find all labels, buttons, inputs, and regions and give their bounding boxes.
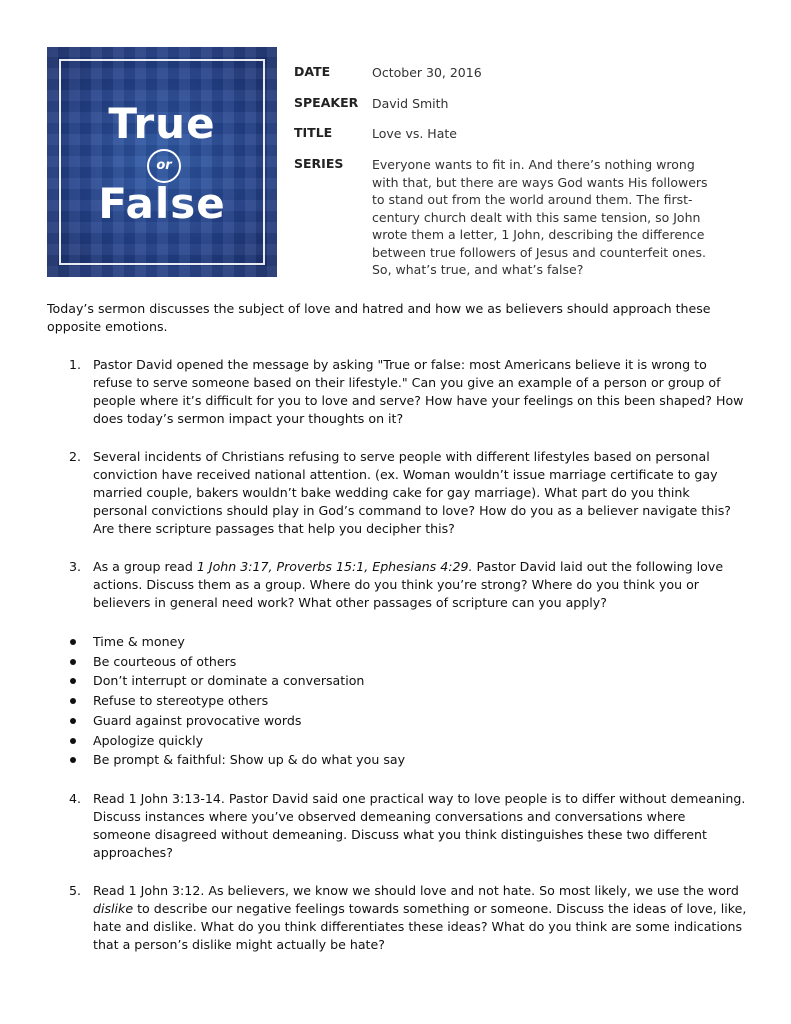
discussion-body	[47, 300, 747, 974]
date-value: October 30, 2016	[372, 65, 482, 80]
question-number: 3.	[69, 559, 82, 574]
question-text-lead: Read 1 John 3:12. As believers, we know we should love and not hate. So most likely, we use the word	[93, 882, 739, 898]
bullet-icon	[70, 678, 76, 684]
list-item-text: Refuse to stereotype others	[93, 693, 269, 709]
question-2	[47, 448, 747, 538]
question-number: 5.	[69, 882, 82, 898]
title-label: TITLE	[294, 125, 333, 140]
bullet-icon	[70, 698, 76, 704]
question-5	[47, 882, 747, 954]
title-value: Love vs. Hate	[372, 126, 457, 141]
list-item-text: Time & money	[93, 634, 185, 649]
question-4	[47, 790, 747, 862]
list-item-text: Be prompt & faithful: Show up & do what you say	[93, 752, 406, 768]
question-number: 1.	[69, 357, 82, 372]
list-item-text: Apologize quickly	[93, 732, 204, 748]
scripture-references: 1 John 3:17, Proverbs 15:1, Ephesians 4:29.	[196, 559, 473, 574]
logo-word-false: False	[98, 179, 226, 228]
list-item-text: Guard against provocative words	[93, 712, 302, 728]
speaker-label: SPEAKER	[294, 95, 359, 110]
list-item	[47, 632, 747, 652]
list-item	[47, 711, 747, 731]
bullet-icon	[70, 718, 76, 724]
question-text-lead: As a group read	[93, 559, 197, 574]
list-item-text: Be courteous of others	[93, 653, 237, 669]
speaker-value: David Smith	[372, 96, 449, 111]
question-number: 4.	[69, 790, 82, 806]
list-item	[47, 671, 747, 691]
intro-paragraph: Today’s sermon discusses the subject of love and hatred and how we as believers should approach these opposite emotions.	[47, 301, 711, 334]
bullet-icon	[70, 738, 76, 744]
question-text-rest: Pastor David laid out the following love actions. Discuss them as a group. Where do you think you’re strong? Where do you think you or believers in general need work? What other passages of scripture can you apply?	[93, 559, 724, 610]
question-number: 2.	[69, 449, 82, 464]
question-text-rest: to describe our negative feelings towards something or someone. Discuss the ideas of love, like, hate and dislike. What do you think differentiates these ideas? What do you think are some indications that a person’s dislike might actually be hate?	[93, 900, 747, 952]
emphasized-word: dislike	[93, 900, 134, 916]
logo-word-or: or	[147, 149, 181, 183]
bullet-icon	[70, 757, 76, 763]
list-item	[47, 691, 747, 711]
list-item	[47, 750, 747, 770]
question-text: Several incidents of Christians refusing to serve people with different lifestyles based on personal conviction have received national attention. (ex. Woman wouldn’t issue marriage certificate to gay married couple, bakers wouldn’t bake wedding cake for gay marriage). What part do you think personal convictions should play in God’s command to love? How do you as a believer navigate this? Are there scripture passages that help you decipher this?	[93, 449, 731, 536]
series-value: Everyone wants to fit in. And there’s nothing wrong with that, but there are ways God wants His followers to stand out from the world around them. The first-century church dealt with this same tension, so John wrote them a letter, 1 John, describing the difference between true followers of Jesus and counterfeit ones. So, what’s true, and what’s false?	[372, 157, 708, 277]
list-item	[47, 652, 747, 672]
love-actions-list	[47, 632, 747, 770]
series-logo	[47, 47, 277, 277]
question-text: Read 1 John 3:13-14. Pastor David said one practical way to love people is to differ without demeaning. Discuss instances where you’ve observed demeaning conversations and conversations where someone disagreed without demeaning. Discuss what you think distinguishes these two different approaches?	[93, 790, 746, 860]
date-label: DATE	[294, 64, 331, 79]
question-1	[47, 356, 747, 428]
question-3	[47, 558, 747, 612]
list-item-text: Don’t interrupt or dominate a conversation	[93, 673, 365, 689]
series-label: SERIES	[294, 156, 344, 171]
bullet-icon	[70, 659, 76, 665]
question-text: Pastor David opened the message by asking "True or false: most Americans believe it is wrong to refuse to serve someone based on their lifestyle." Can you give an example of a person or group of people where it’s difficult for you to love and serve? How have your feelings on this been shaped? How does today’s sermon impact your thoughts on it?	[93, 357, 744, 426]
logo-word-true: True	[108, 99, 216, 148]
list-item	[47, 731, 747, 751]
bullet-icon	[70, 639, 76, 645]
